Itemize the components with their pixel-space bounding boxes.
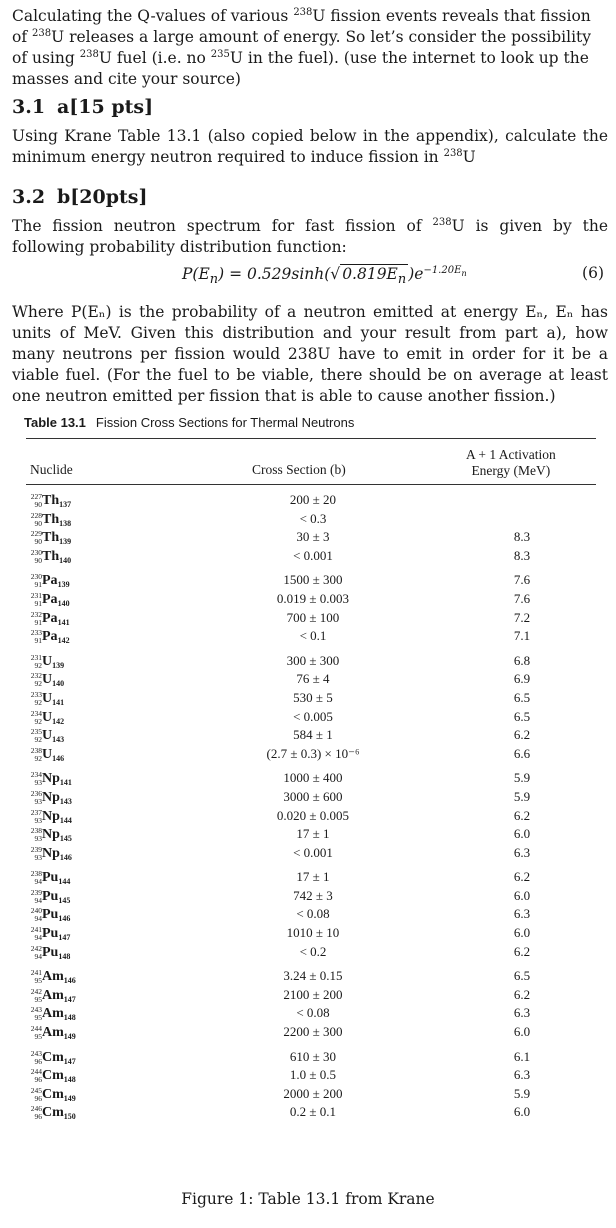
- mass-number: 234: [30, 770, 42, 780]
- mass-number: 243: [30, 1005, 42, 1015]
- nuclide-cell: [26, 671, 146, 688]
- neutron-number: 148: [58, 951, 71, 961]
- activation-energy-cell: 6.0: [513, 1104, 531, 1120]
- mass-number: 229: [30, 529, 42, 539]
- cross-section-cell: 0.2 ± 0.1: [289, 1104, 337, 1120]
- nuclide-cell: [26, 591, 146, 608]
- neutron-number: 139: [57, 580, 70, 590]
- cross-section-cell: 2200 ± 300: [283, 1024, 343, 1040]
- activation-energy-cell: 6.6: [513, 745, 531, 761]
- activation-energy-cell: 7.2: [513, 609, 531, 625]
- nuclide-cell: [26, 653, 146, 670]
- activation-energy-cell: 6.2: [513, 869, 531, 885]
- section-b-heading: 3.2 b[20pts]: [12, 186, 148, 208]
- nuclide-cell: [26, 808, 146, 825]
- mass-number: 237: [30, 807, 42, 817]
- element-symbol: U: [42, 746, 53, 762]
- mass-number: 228: [30, 510, 42, 520]
- nuclide-cell: [26, 1049, 146, 1066]
- nuclide-cell: [26, 511, 146, 528]
- cross-section-cell: 700 ± 100: [286, 609, 340, 625]
- element-symbol: Np: [42, 789, 60, 805]
- cross-section-cell: < 0.3: [299, 510, 327, 526]
- nuclide-cell: [26, 529, 146, 546]
- table-row: [26, 1049, 596, 1068]
- section-a-heading: 3.1 a[15 pts]: [12, 96, 154, 118]
- mass-number: 244: [30, 1067, 42, 1077]
- mass-number: 238: [30, 745, 42, 755]
- cross-section-cell: 300 ± 300: [286, 652, 340, 668]
- activation-energy-cell: 6.2: [513, 807, 531, 823]
- neutron-number: 146: [52, 753, 65, 763]
- element-symbol: Pa: [42, 591, 58, 607]
- section-b-paragraph: Where P(Eₙ) is the probability of a neutron emitted at energy Eₙ, Eₙ has units of MeV. Given this distribution and your result from part a), how many neutrons per fission would 238U have to emit in order for it be a viable fuel. (For the fuel to be viable, there should be on average at least one neutron emitted per fission that is able to cause another fission.): [12, 303, 608, 405]
- neutron-number: 141: [52, 697, 65, 707]
- activation-energy-cell: 6.5: [513, 708, 531, 724]
- cross-section-cell: 76 ± 4: [296, 671, 330, 687]
- nuclide-cell: [26, 1067, 146, 1084]
- intro-paragraph: Calculating the Q-values of various $^{238}$U fission events reveals that fission of $^{238}$U releases a large amount of energy. So let’s consider the possibility of using $^{238}$U fuel (i.e. no $^{235}$U in the fuel). (use the internet to look up the masses and cite your source): [12, 6, 592, 88]
- table-row: [26, 746, 596, 765]
- neutron-number: 140: [52, 679, 65, 689]
- cross-section-cell: 2100 ± 200: [283, 986, 343, 1002]
- cross-section-cell: 610 ± 30: [289, 1048, 337, 1064]
- nuclide-cell: [26, 746, 146, 763]
- element-symbol: Pu: [42, 926, 59, 942]
- activation-energy-cell: 6.0: [513, 826, 531, 842]
- neutron-number: 146: [58, 914, 71, 924]
- element-symbol: U: [42, 690, 53, 706]
- neutron-number: 140: [57, 598, 70, 608]
- activation-energy-cell: 8.3: [513, 529, 531, 545]
- mass-number: 238: [30, 869, 42, 879]
- element-symbol: Th: [42, 530, 60, 546]
- cross-section-cell: 742 ± 3: [293, 887, 333, 903]
- neutron-number: 146: [63, 976, 76, 986]
- table-row: [26, 1067, 596, 1086]
- cross-section-cell: < 0.08: [296, 1005, 330, 1021]
- table-row: [26, 727, 596, 746]
- element-symbol: Am: [42, 969, 64, 985]
- neutron-number: 147: [63, 994, 76, 1004]
- atomic-number: 91: [34, 598, 42, 608]
- atomic-number: 94: [34, 914, 42, 924]
- mass-number: 240: [30, 906, 42, 916]
- cross-section-cell: 1010 ± 10: [286, 925, 340, 941]
- atomic-number: 93: [34, 778, 42, 788]
- mass-number: 233: [30, 628, 42, 638]
- atomic-number: 94: [34, 895, 42, 905]
- neutron-number: 140: [59, 555, 72, 565]
- nuclide-cell: [26, 572, 146, 589]
- activation-energy-cell: 5.9: [513, 1085, 531, 1101]
- element-symbol: Cm: [42, 1086, 64, 1102]
- nuclide-cell: [26, 944, 146, 961]
- nuclide-cell: [26, 610, 146, 627]
- neutron-number: 144: [58, 877, 71, 887]
- element-symbol: Cm: [42, 1049, 64, 1065]
- cross-section-cell: < 0.001: [293, 844, 333, 860]
- cross-section-cell: < 0.005: [293, 708, 333, 724]
- neutron-number: 139: [52, 660, 65, 670]
- activation-energy-cell: 6.2: [513, 986, 531, 1002]
- element-symbol: Cm: [42, 1105, 64, 1121]
- element-symbol: Pa: [42, 610, 58, 626]
- mass-number: 241: [30, 968, 42, 978]
- nuclide-cell: [26, 968, 146, 985]
- mass-number: 246: [30, 1104, 42, 1114]
- nuclide-cell: [26, 845, 146, 862]
- figure-caption: Figure 1: Table 13.1 from Krane: [181, 1190, 435, 1208]
- atomic-number: 92: [34, 753, 42, 763]
- cross-section-cell: 3.24 ± 0.15: [283, 968, 343, 984]
- mass-number: 242: [30, 943, 42, 953]
- element-symbol: Pa: [42, 629, 58, 645]
- activation-energy-cell: 6.1: [513, 1048, 531, 1064]
- neutron-number: 137: [59, 500, 72, 509]
- cross-section-cell: 530 ± 5: [293, 689, 333, 705]
- table-top-rule: [26, 438, 596, 439]
- element-symbol: Pa: [42, 573, 58, 589]
- table-row: [26, 548, 596, 567]
- mass-number: 243: [30, 1048, 42, 1058]
- element-symbol: Pu: [42, 870, 59, 886]
- nuclide-cell: [26, 987, 146, 1004]
- table-row: [26, 572, 596, 591]
- atomic-number: 91: [34, 617, 42, 627]
- mass-number: 238: [30, 826, 42, 836]
- atomic-number: 95: [34, 994, 42, 1004]
- table-row: [26, 789, 596, 808]
- activation-energy-cell: 6.0: [513, 925, 531, 941]
- atomic-number: 94: [34, 877, 42, 887]
- mass-number: 232: [30, 671, 42, 681]
- table-row: [26, 1005, 596, 1024]
- element-symbol: U: [42, 672, 53, 688]
- element-symbol: Np: [42, 808, 60, 824]
- nuclide-cell: [26, 709, 146, 726]
- table-row: [26, 845, 596, 864]
- table-row: [26, 808, 596, 827]
- table-row: [26, 529, 596, 548]
- nuclide-cell: [26, 1104, 146, 1121]
- table-row: [26, 1086, 596, 1105]
- table-row: [26, 1024, 596, 1043]
- cross-section-cell: 17 ± 1: [296, 869, 330, 885]
- neutron-number: 144: [59, 815, 72, 825]
- nuclide-cell: [26, 690, 146, 707]
- mass-number: 231: [30, 590, 42, 600]
- mass-number: 227: [30, 492, 42, 502]
- cross-section-cell: (2.7 ± 0.3) × 10⁻⁶: [266, 745, 360, 761]
- element-symbol: Th: [42, 511, 60, 527]
- neutron-number: 150: [63, 1112, 76, 1122]
- mass-number: 239: [30, 887, 42, 897]
- activation-energy-cell: 6.3: [513, 1005, 531, 1021]
- neutron-number: 149: [63, 1093, 76, 1103]
- mass-number: 241: [30, 925, 42, 935]
- atomic-number: 92: [34, 697, 42, 707]
- mass-number: 235: [30, 727, 42, 737]
- atomic-number: 91: [34, 636, 42, 646]
- atomic-number: 96: [34, 1075, 42, 1085]
- col-header-cross-section: Cross Section (b): [252, 462, 346, 477]
- nuclide-cell: [26, 770, 146, 787]
- table-row: [26, 968, 596, 987]
- neutron-number: 148: [63, 1013, 76, 1023]
- table-row: [26, 925, 596, 944]
- atomic-number: 95: [34, 976, 42, 986]
- element-symbol: Am: [42, 1006, 64, 1022]
- activation-energy-cell: 5.9: [513, 770, 531, 786]
- mass-number: 232: [30, 609, 42, 619]
- atomic-number: 90: [34, 537, 42, 547]
- element-symbol: Am: [42, 1025, 64, 1041]
- atomic-number: 95: [34, 1013, 42, 1023]
- cross-section-cell: 200 ± 20: [289, 492, 337, 507]
- element-symbol: Np: [42, 771, 60, 787]
- neutron-number: 139: [59, 537, 72, 547]
- element-symbol: Cm: [42, 1068, 64, 1084]
- activation-energy-cell: 6.9: [513, 671, 531, 687]
- neutron-number: 145: [59, 834, 72, 844]
- table-row: [26, 671, 596, 690]
- activation-energy-cell: 6.8: [513, 652, 531, 668]
- mass-number: 239: [30, 844, 42, 854]
- table-row: [26, 709, 596, 728]
- cross-section-cell: 17 ± 1: [296, 826, 330, 842]
- cross-section-cell: < 0.08: [296, 906, 330, 922]
- table-row: [26, 492, 596, 511]
- atomic-number: 94: [34, 933, 42, 943]
- cross-section-cell: 0.020 ± 0.005: [276, 807, 350, 823]
- mass-number: 231: [30, 652, 42, 662]
- neutron-number: 143: [52, 735, 65, 745]
- neutron-number: 148: [63, 1075, 76, 1085]
- equation-number: (6): [582, 264, 604, 282]
- activation-energy-cell: 6.0: [513, 1024, 531, 1040]
- table-body: [26, 492, 596, 1123]
- atomic-number: 95: [34, 1032, 42, 1042]
- table-row: [26, 653, 596, 672]
- col-header-nuclide: Nuclide: [30, 462, 73, 477]
- section-b-text: The fission neutron spectrum for fast fission of $^{238}$U is given by the following probability distribution function:: [12, 216, 609, 256]
- activation-energy-cell: 6.3: [513, 1067, 531, 1083]
- nuclide-cell: [26, 727, 146, 744]
- table-row: [26, 591, 596, 610]
- table-row: [26, 944, 596, 963]
- atomic-number: 90: [34, 555, 42, 565]
- atomic-number: 96: [34, 1112, 42, 1122]
- atomic-number: 90: [34, 500, 42, 510]
- atomic-number: 93: [34, 815, 42, 825]
- atomic-number: 90: [34, 518, 42, 528]
- table-caption: Table 13.1 Fission Cross Sections for Thermal Neutrons: [24, 415, 355, 430]
- equation-6: $P(E_n) = 0.529\sinh(√$ $0.819E_n$ )$e^{-1.20E_n}$ (6): [182, 264, 604, 288]
- atomic-number: 96: [34, 1056, 42, 1066]
- activation-energy-cell: 7.1: [513, 628, 531, 644]
- nuclide-cell: [26, 628, 146, 645]
- activation-energy-cell: 6.5: [513, 689, 531, 705]
- neutron-number: 145: [58, 895, 71, 905]
- neutron-number: 143: [59, 796, 72, 806]
- nuclide-cell: [26, 789, 146, 806]
- table-row: [26, 869, 596, 888]
- mass-number: 230: [30, 547, 42, 557]
- atomic-number: 96: [34, 1093, 42, 1103]
- activation-energy-cell: 8.3: [513, 547, 531, 563]
- mass-number: 244: [30, 1024, 42, 1034]
- neutron-number: 149: [63, 1032, 76, 1042]
- activation-energy-cell: 6.5: [513, 968, 531, 984]
- cross-section-cell: 584 ± 1: [293, 727, 333, 743]
- table-row: [26, 610, 596, 629]
- activation-energy-cell: 5.9: [513, 788, 531, 804]
- mass-number: 242: [30, 986, 42, 996]
- element-symbol: Th: [42, 548, 60, 564]
- mass-number: 245: [30, 1085, 42, 1095]
- element-symbol: Pu: [42, 888, 59, 904]
- nuclide-cell: [26, 1086, 146, 1103]
- atomic-number: 93: [34, 796, 42, 806]
- neutron-number: 147: [58, 933, 71, 943]
- table-row: [26, 628, 596, 647]
- nuclide-cell: [26, 888, 146, 905]
- nuclide-cell: [26, 548, 146, 565]
- activation-energy-cell: 6.2: [513, 727, 531, 743]
- activation-energy-cell: 6.0: [513, 887, 531, 903]
- cross-section-cell: 0.019 ± 0.003: [276, 590, 350, 606]
- atomic-number: 94: [34, 951, 42, 961]
- element-symbol: U: [42, 709, 53, 725]
- neutron-number: 146: [59, 852, 72, 862]
- neutron-number: 147: [63, 1056, 76, 1066]
- table-row: [26, 987, 596, 1006]
- cross-section-cell: 2000 ± 200: [283, 1085, 343, 1101]
- table-row: [26, 1104, 596, 1123]
- table-row: [26, 906, 596, 925]
- cross-section-cell: < 0.2: [299, 943, 327, 959]
- atomic-number: 92: [34, 735, 42, 745]
- nuclide-cell: [26, 869, 146, 886]
- cross-section-cell: < 0.001: [293, 547, 333, 563]
- activation-energy-cell: 7.6: [513, 590, 531, 606]
- element-symbol: U: [42, 728, 53, 744]
- nuclide-cell: [26, 1024, 146, 1041]
- atomic-number: 92: [34, 716, 42, 726]
- neutron-number: 141: [57, 617, 70, 627]
- nuclide-cell: [26, 492, 146, 509]
- table-row: [26, 888, 596, 907]
- element-symbol: Pu: [42, 907, 59, 923]
- table-row: [26, 690, 596, 709]
- mass-number: 233: [30, 689, 42, 699]
- cross-section-cell: 1.0 ± 0.5: [289, 1067, 337, 1083]
- atomic-number: 93: [34, 834, 42, 844]
- nuclide-cell: [26, 1005, 146, 1022]
- nuclide-cell: [26, 826, 146, 843]
- element-symbol: U: [42, 653, 53, 669]
- mass-number: 236: [30, 788, 42, 798]
- atomic-number: 92: [34, 660, 42, 670]
- table-header-rule: [26, 484, 596, 485]
- element-symbol: Np: [42, 845, 60, 861]
- atomic-number: 92: [34, 679, 42, 689]
- cross-section-cell: 1500 ± 300: [283, 572, 343, 588]
- table-row: [26, 826, 596, 845]
- element-symbol: Np: [42, 827, 60, 843]
- cross-section-cell: 30 ± 3: [296, 529, 330, 545]
- atomic-number: 93: [34, 852, 42, 862]
- table-row: [26, 770, 596, 789]
- mass-number: 230: [30, 572, 42, 582]
- neutron-number: 138: [59, 518, 72, 528]
- cross-section-cell: 3000 ± 600: [283, 788, 343, 804]
- neutron-number: 141: [59, 778, 72, 788]
- element-symbol: Am: [42, 987, 64, 1003]
- col-header-energy: A + 1 Activation Energy (MeV): [466, 447, 556, 478]
- neutron-number: 142: [52, 716, 65, 726]
- atomic-number: 91: [34, 580, 42, 590]
- neutron-number: 142: [57, 636, 70, 646]
- element-symbol: Pu: [42, 944, 59, 960]
- activation-energy-cell: 6.3: [513, 906, 531, 922]
- activation-energy-cell: 7.6: [513, 572, 531, 588]
- element-symbol: Th: [42, 493, 60, 508]
- cross-section-cell: 1000 ± 400: [283, 770, 343, 786]
- activation-energy-cell: 6.2: [513, 943, 531, 959]
- nuclide-cell: [26, 906, 146, 923]
- section-a-text: Using Krane Table 13.1 (also copied below in the appendix), calculate the minimum energy neutron required to induce fission in $^{238}$U: [12, 127, 608, 166]
- nuclide-cell: [26, 925, 146, 942]
- activation-energy-cell: 6.3: [513, 844, 531, 860]
- cross-section-cell: < 0.1: [299, 628, 327, 644]
- mass-number: 234: [30, 708, 42, 718]
- table-row: [26, 511, 596, 530]
